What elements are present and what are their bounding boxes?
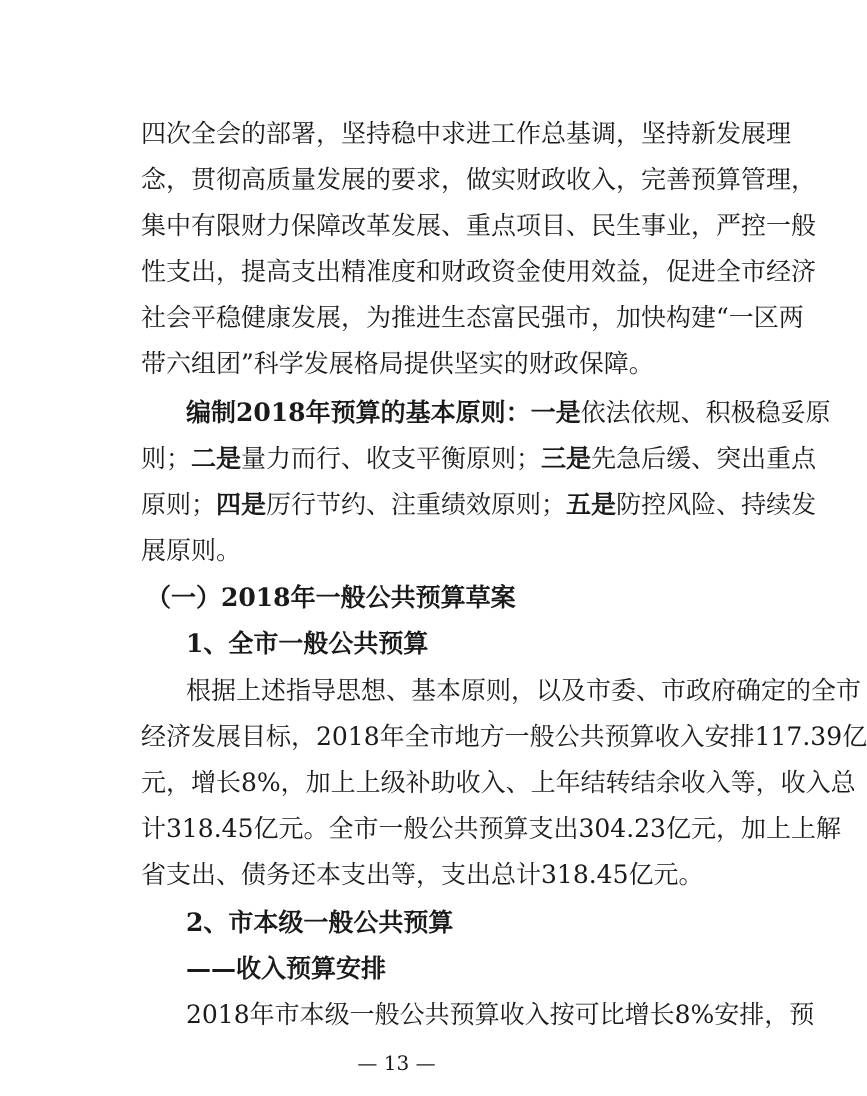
page-number: — 13 — [357,1051,436,1075]
body-text-line: 念，贯彻高质量发展的要求，做实财政收入，完善预算管理， [141,165,817,194]
body-text-line: 经济发展目标，2018年全市地方一般公共预算收入安排117.39亿 [141,722,867,751]
principle-key: 二是 [191,444,242,473]
principle-text: 则； [141,444,192,473]
principle-text: 先急后缓、突出重点 [591,444,817,473]
body-text-line: 集中有限财力保障改革发展、重点项目、民生事业，严控一般 [141,211,817,240]
body-text-line: 四次全会的部署，坚持稳中求进工作总基调，坚持新发展理 [141,119,792,148]
principle-text: 依法依规、积极稳妥原 [580,398,831,427]
principle-text: 量力而行、收支平衡原则； [241,444,542,473]
principles-line [141,439,817,479]
principles-line [141,485,817,525]
subsection-heading: 1、全市一般公共预算 [186,629,429,658]
principle-key: 一是 [530,398,581,427]
principle-key: 四是 [216,490,267,519]
body-text-line: 计318.45亿元。全市一般公共预算支出304.23亿元，加上上解 [141,814,841,843]
subsection-subheading: ——收入预算安排 [186,954,387,983]
principle-key: 三是 [541,444,592,473]
body-text-line: 省支出、债务还本支出等，支出总计318.45亿元。 [141,860,704,889]
body-text-line: 2018年市本级一般公共预算收入按可比增长8%安排，预 [186,1000,815,1029]
principle-text: 厉行节约、注重绩效原则； [266,490,567,519]
section-heading: （一）2018年一般公共预算草案 [146,583,516,612]
body-text-line: 性支出，提高支出精准度和财政资金使用效益，促进全市经济 [141,257,817,286]
body-text-line: 根据上述指导思想、基本原则，以及市委、市政府确定的全市 [186,676,862,705]
principle-key: 五是 [566,490,617,519]
principles-lead: 编制2018年预算的基本原则： [186,398,531,427]
body-text-line: 带六组团”科学发展格局提供坚实的财政保障。 [141,349,654,378]
principles-line: 展原则。 [141,536,242,565]
body-text-line: 元，增长8%，加上上级补助收入、上年结转结余收入等，收入总 [141,768,856,797]
subsection-heading: 2、市本级一般公共预算 [186,908,454,937]
body-text-line: 社会平稳健康发展，为推进生态富民强市，加快构建“一区两 [141,303,804,332]
principle-text: 防控风险、持续发 [616,490,817,519]
principles-line [186,393,831,433]
principle-text: 原则； [141,490,217,519]
